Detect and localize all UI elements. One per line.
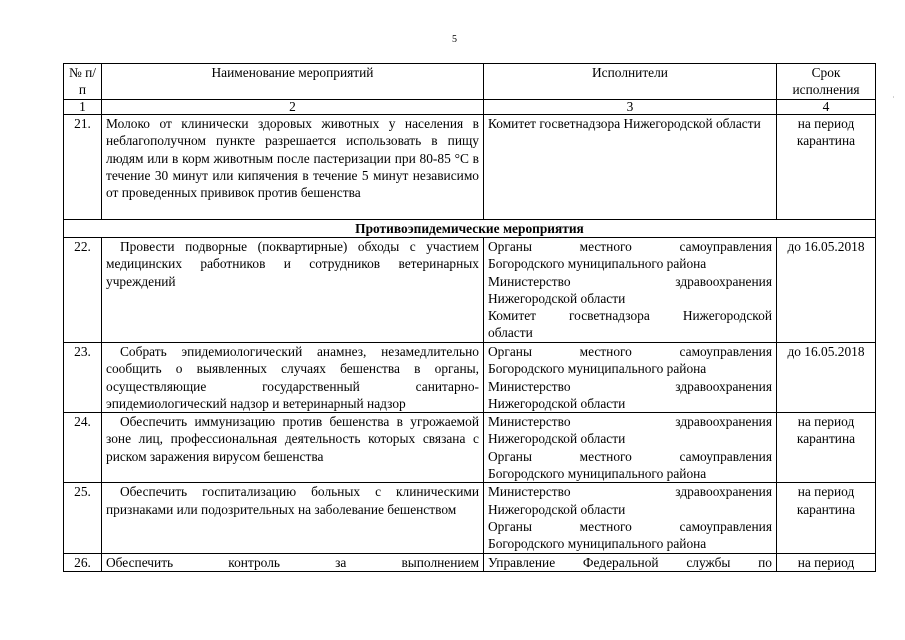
executors-cell bbox=[484, 483, 777, 553]
header-deadline: Срок исполнения bbox=[777, 64, 876, 100]
executor-line: Богородского муниципального района bbox=[488, 536, 707, 552]
section-title: Противоэпидемические мероприятия bbox=[64, 220, 876, 238]
measure-text: Обеспечить иммунизацию против бешенства в угрожаемой зоне лиц, профессиональная деятельность которых связана с риском заражения вирусом бешенства bbox=[102, 413, 484, 483]
executors-cell bbox=[484, 553, 777, 571]
executor-line: Комитет госветнадзора Нижегородской области bbox=[488, 116, 761, 131]
executor-line: Управление Федеральной службы по bbox=[488, 554, 772, 570]
executor-line: Министерство здравоохранения bbox=[488, 378, 772, 394]
table-row bbox=[64, 115, 876, 220]
executor-line: Министерство здравоохранения bbox=[488, 414, 772, 430]
header-num: № п/п bbox=[64, 64, 102, 100]
table-row bbox=[64, 483, 876, 553]
column-number: 1 bbox=[64, 100, 102, 115]
section-row bbox=[64, 220, 876, 238]
page-number: 5 bbox=[452, 34, 457, 45]
executors-cell bbox=[484, 238, 777, 343]
executors-cell bbox=[484, 343, 777, 413]
deadline-cell: на период карантина bbox=[777, 413, 876, 483]
table-header-row bbox=[64, 64, 876, 100]
executors-cell bbox=[484, 115, 777, 220]
deadline-cell: до 16.05.2018 bbox=[777, 238, 876, 343]
column-numbers-row bbox=[64, 100, 876, 115]
measure-text: Собрать эпидемиологический анамнез, незамедлительно сообщить о выявленных случаях бешенства в органы, осуществляющие государственный санитарно-эпидемиологический надзор и ветеринарный надзор bbox=[102, 343, 484, 413]
deadline-cell: на период bbox=[777, 553, 876, 571]
column-number: 2 bbox=[102, 100, 484, 115]
executor-line: Нижегородской области bbox=[488, 395, 626, 411]
measure-text: Обеспечить госпитализацию больных с клиническими признаками или подозрительных на заболевание бешенством bbox=[102, 483, 484, 553]
column-number: 3 bbox=[484, 100, 777, 115]
margin-mark: ˙ bbox=[892, 95, 895, 105]
measure-text: Провести подворные (поквартирные) обходы с участием медицинских работников и сотрудников ветеринарных учреждений bbox=[102, 238, 484, 343]
executor-line: Богородского муниципального района bbox=[488, 361, 707, 377]
table-row bbox=[64, 343, 876, 413]
deadline-cell: на период карантина bbox=[777, 483, 876, 553]
column-number: 4 bbox=[777, 100, 876, 115]
executor-line: Богородского муниципального района bbox=[488, 256, 707, 272]
row-number: 24. bbox=[64, 413, 102, 483]
executor-line: Министерство здравоохранения bbox=[488, 273, 772, 289]
row-number: 25. bbox=[64, 483, 102, 553]
executor-line: Министерство здравоохранения bbox=[488, 484, 772, 500]
measures-table bbox=[63, 63, 876, 572]
table-row bbox=[64, 553, 876, 571]
executor-line: Комитет госветнадзора Нижегородской bbox=[488, 308, 772, 324]
executor-line: Нижегородской области bbox=[488, 501, 626, 517]
deadline-cell: на период карантина bbox=[777, 115, 876, 220]
executor-line: Органы местного самоуправления bbox=[488, 448, 772, 464]
row-number: 26. bbox=[64, 553, 102, 571]
executor-line: области bbox=[488, 325, 533, 341]
executor-line: Нижегородской области bbox=[488, 290, 626, 306]
executor-line: Нижегородской области bbox=[488, 431, 626, 447]
deadline-cell: до 16.05.2018 bbox=[777, 343, 876, 413]
executor-line: Органы местного самоуправления bbox=[488, 518, 772, 534]
row-number: 22. bbox=[64, 238, 102, 343]
header-executors: Исполнители bbox=[484, 64, 777, 100]
header-name: Наименование мероприятий bbox=[102, 64, 484, 100]
executor-line: Органы местного самоуправления bbox=[488, 344, 772, 359]
executor-line: Органы местного самоуправления bbox=[488, 239, 772, 254]
table-row bbox=[64, 238, 876, 343]
measure-text-line: Обеспечить контроль за выполнением bbox=[106, 554, 479, 570]
row-number: 21. bbox=[64, 115, 102, 220]
measure-text bbox=[102, 553, 484, 571]
executor-line: Богородского муниципального района bbox=[488, 466, 707, 482]
measure-text: Молоко от клинически здоровых животных у населения в неблагополучном пункте разрешается использовать в пищу людям или в корм животным после пастеризации при 80-85 °С в течение 30 минут или кипячения в течение 5 минут независимо от проведенных прививок против бешенства bbox=[102, 115, 484, 220]
row-number: 23. bbox=[64, 343, 102, 413]
executors-cell bbox=[484, 413, 777, 483]
table-row bbox=[64, 413, 876, 483]
